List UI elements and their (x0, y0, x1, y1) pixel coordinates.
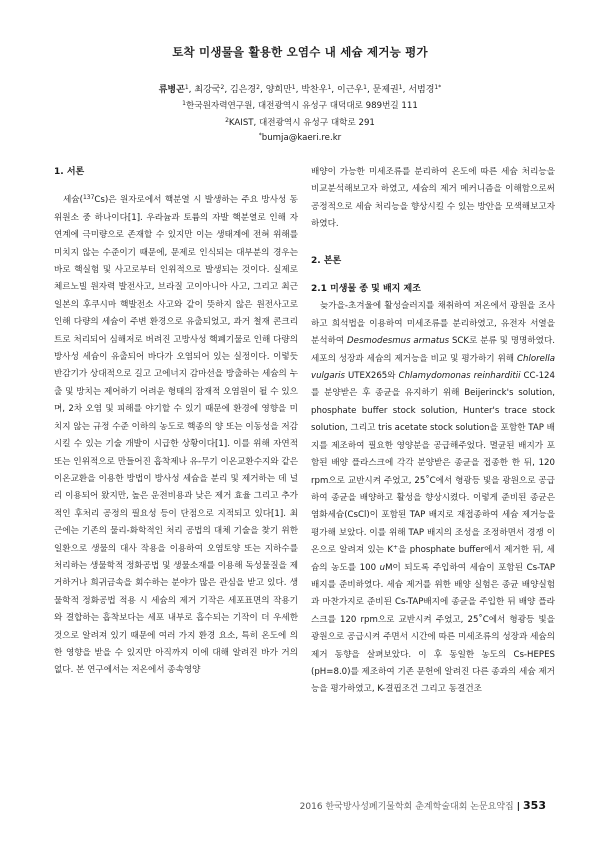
methods-text: SCK로 분류 및 명명하였다. 세포의 성장과 세슘의 제거능을 비교 및 평가하기 위해 (311, 336, 555, 364)
methods-text: CC-124를 분양받은 후 종균을 유지하기 위해 Beijerinck's solution, phosphate buffer stock solution, Hunter's trace stock solution, 그리고 tris acetate stock solution을 포함한 TAP 배지를 제조하여 필요한 영양분을 공급해주었다. 멸균된 배지가 포함된 배양 플라스크에 각각 분양받은 종균을 접종한 한 뒤, 120 rpm으로 교반시켜 주었고, 25˚C에서 형광등 빛을 광원으로 공급하여 종균을 배양하고 활성을 향상시켰다. 이렇게 준비된 종균은 염화세슘(CsCl)이 포함된 TAP 배지로 재접종하여 세슘 제거능을 평가해 보았다. 이를 위해 TAP 배지의 조성을 조정하면서 경쟁 이온으로 알려져 있는 K (311, 371, 555, 556)
affiliation-1 (0, 99, 600, 111)
intro-text-start: 세슘( (63, 195, 83, 206)
methods-paragraph (311, 298, 555, 698)
right-column (311, 164, 555, 699)
affiliation-2 (0, 116, 600, 128)
unit-prefix: u (379, 562, 386, 573)
methods-text: 을 phosphate buffer에서 제거한 뒤, 세슘의 농도를 100 (311, 545, 555, 573)
intro-paragraph-continued: 배양이 가능한 미세조류를 분리하여 온도에 따른 세슘 처리능을 비교분석해보고자 하였고, 세슘의 제거 메커니즘을 이해함으로써 공정적으로 세슘 처리능을 향상시킬 수 있는 방안을 모색해보고자 하였다. (311, 167, 555, 230)
author-affil-mark: 1 (291, 84, 296, 91)
page-footer (300, 799, 546, 812)
author-name: 양희만 (265, 85, 292, 95)
left-column (54, 164, 298, 680)
author-name: 박찬우 (301, 85, 328, 95)
methods-text: 늦가을-초겨울에 활성슬러지를 채취하여 저온에서 광원을 조사하고 희석법을 이용하여 미세조류를 분리하였고, 유전자 서열을 분석하여 (311, 301, 555, 347)
affiliation-text: KAIST, 대전광역시 유성구 대학로 291 (228, 118, 375, 128)
author-affil-mark: 1 (327, 84, 332, 91)
email-text: bumja@kaeri.re.kr (261, 133, 342, 143)
paper-title: 토착 미생물을 활용한 오염수 내 세슘 제거능 평가 (172, 45, 428, 59)
affiliation-text: 한국원자력연구원, 대전광역시 유성구 대덕대로 989번길 111 (185, 101, 418, 111)
author-name: 류병곤 (158, 85, 185, 95)
methods-text: UTEX265와 (345, 371, 399, 382)
author-affil-mark: 2 (256, 84, 260, 91)
author-affil-mark: 2 (220, 84, 225, 91)
isotope-mass-number: 137 (82, 194, 95, 202)
methods-text: M이 되도록 주입하여 세슘이 포함된 Cs-TAP배지를 준비하였다. 세슘 제거를 위한 배양 실험은 종균 배양실험과 마찬가지로 준비된 Cs-TAP배지에 종균을 주입한 뒤 배양 플라스크를 120 rpm으로 교반시켜 주었고, 25˚C에서 형광등 빛을 광원으로 공급시켜 주면서 시간에 따른 미세조류의 성장과 세슘의 제거 동향을 살펴보았다. 이 후 동일한 농도의 Cs-HEPES (pH=8.0)를 제조하여 기존 문헌에 알려진 다른 종과의 세슘 제거능을 평가하였고, K-결핍조건 그리고 동결건조 (311, 562, 555, 695)
species-name: Desmodesmus armatus (347, 336, 450, 347)
author-name: 김은경 (230, 85, 257, 95)
corresponding-email (0, 133, 600, 143)
ion-charge: + (393, 544, 399, 552)
footer-separator: | (516, 802, 521, 812)
affil-mark: * (258, 132, 262, 139)
section-heading-intro: 1. 서론 (54, 167, 85, 177)
subsection-heading: 2.1 미생물 종 및 배지 제조 (311, 284, 421, 295)
intro-text-body: Cs)은 원자로에서 핵분열 시 발생하는 주요 방사성 동위원소 중 하나이다[1]. 우라늄과 토륨의 자발 핵분열로 인해 자연계에 극미량으로 존재할 수 있지만 이는 생태계에 전혀 위해를 미치지 않는 수준이기 때문에, 문제로 인식되는 대부분의 경우는 바로 핵실험 및 사고로부터 인위적으로 발생되는 것이다. 실제로 체르노빌 원자력 발전사고, 브라질 고이아니아 사고, 그리고 최근 일본의 후쿠시마 핵발전소 사고와 같이 뜻하지 않은 원전사고로 인해 다량의 세슘이 주변 환경으로 유출되었고, 과거 철재 콘크리트로 처리되어 심해저로 버려진 고방사성 핵폐기물로 인해 다량의 방사성 세슘이 유출되어 바다가 오염되어 있는 실정이다. 이렇듯 반감기가 상대적으로 길고 고에너지 감마선을 방출하는 세슘의 누출 및 방치는 제어하기 어려운 형태의 잠재적 오염원이 될 수 있으며, 2차 오염 및 피해를 야기할 수 있기 때문에 환경에 영향을 미치지 않는 규정 수준 이하의 농도로 핵종의 양 또는 이동성을 저감시킬 수 있는 기술 개발이 시급한 상황이다[1]. 이를 위해 자연적 또는 인위적으로 만들어진 흡착제나 유-무기 이온교환수지와 같은 이온교환을 이용한 방법이 방사성 세슘을 분리 및 제거하는 데 널리 이용되어 왔지만, 높은 운전비용과 낮은 제거 효율 그리고 추가적인 후처리 공정의 필요성 등이 단점으로 지적되고 있다[1]. 최근에는 기존의 물리-화학적인 처리 공법의 대체 기술을 찾기 위한 일환으로 생물의 대사 작용을 이용하여 오염토양 또는 지하수를 처리하는 생물학적 정화공법 및 생물소재를 이용해 독성물질을 제거하거나 희귀금속을 회수하는 분야가 많은 관심을 받고 있다. 생물학적 정화공법 적용 시 세슘의 제거 기작은 세포표면의 작용기와 결합하는 흡착보다는 세포 내부로 흡수되는 기작이 더 우세한 것으로 알려져 있기 때문에 여러 가지 환경 요소, 특히 온도에 의한 영향을 받을 수 있지만 아직까지 이에 대해 알려진 바가 거의 없다. 본 연구에서는 저온에서 종속영양 (54, 195, 298, 676)
affil-mark: 2 (225, 117, 229, 124)
author-name: 서범경 (408, 85, 435, 95)
affil-mark: 1 (182, 100, 186, 107)
author-affil-mark: 1 (184, 84, 189, 91)
author-name: 최강국 (194, 85, 221, 95)
author-name: 문제권 (372, 85, 399, 95)
page-number: 353 (523, 799, 546, 812)
section-heading-body: 2. 본론 (311, 255, 342, 266)
proceedings-title: 2016 한국방사성폐기물학회 춘계학술대회 논문요약집 (299, 802, 514, 812)
author-affil-mark: 1* (434, 84, 442, 91)
species-name: Chlamydomonas reinharditii (398, 371, 521, 382)
author-affil-mark: 1 (398, 84, 403, 91)
intro-paragraph (54, 192, 298, 679)
author-affil-mark: 1 (363, 84, 367, 91)
species-name: Chlorella vulgaris (311, 353, 555, 382)
author-list: 류병곤$^1$, 최강국$^2$, 김은경$^2$, 양희만$^1$, 박찬우$^1$, 이근우$^1$, 문제권$^1$, 서범경$^{1*}$ (158, 84, 442, 95)
author-name: 이근우 (337, 85, 364, 95)
